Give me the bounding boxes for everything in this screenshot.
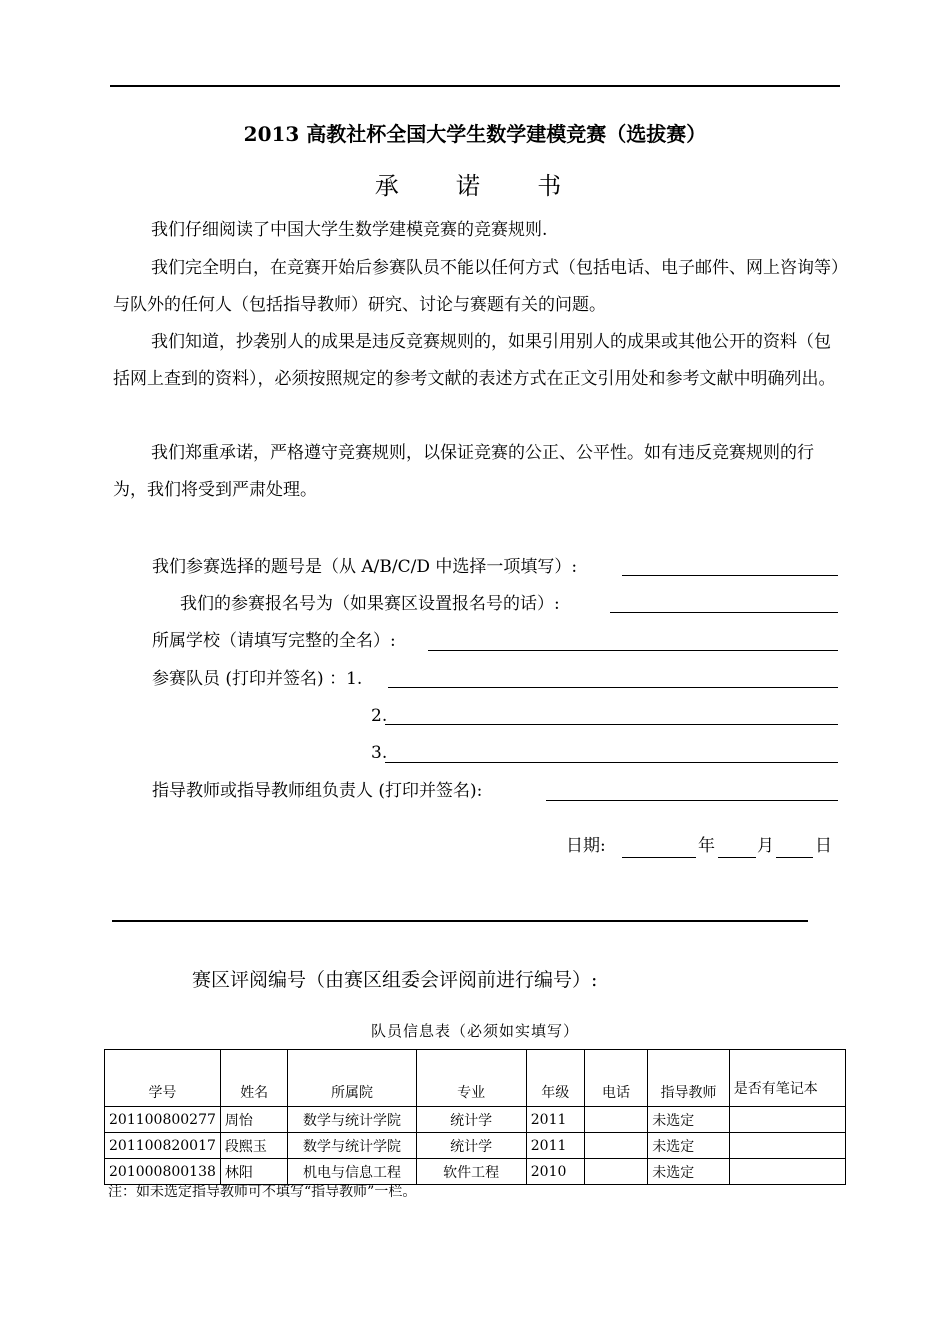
cell-college: 数学与统计学院 bbox=[288, 1133, 416, 1159]
col-header-major: 专业 bbox=[416, 1050, 526, 1107]
date-month-label: 月 bbox=[757, 836, 774, 856]
date-month-field[interactable] bbox=[718, 857, 756, 858]
cell-name: 林阳 bbox=[220, 1159, 288, 1185]
member-3-field[interactable] bbox=[385, 762, 838, 763]
cell-laptop bbox=[729, 1107, 845, 1133]
member-3-label: 3. bbox=[371, 743, 388, 763]
col-header-laptop: 是否有笔记本 bbox=[729, 1050, 845, 1107]
regno-field[interactable] bbox=[610, 612, 838, 613]
col-header-student-id: 学号 bbox=[105, 1050, 221, 1107]
topic-field[interactable] bbox=[622, 575, 838, 576]
cell-major: 统计学 bbox=[416, 1133, 526, 1159]
pledge-text-3: 我们知道，抄袭别人的成果是违反竞赛规则的，如果引用别人的成果或其他公开的资料（包括网上查到的资料），必须按照规定的参考文献的表述方式在正文引用处和参考文献中明确列出。 bbox=[113, 332, 836, 389]
cell-college: 机电与信息工程 bbox=[288, 1159, 416, 1185]
col-header-advisor: 指导教师 bbox=[648, 1050, 729, 1107]
member-2-label: 2. bbox=[371, 706, 388, 726]
review-label: 赛区评阅编号（由赛区组委会评阅前进行编号）: bbox=[192, 969, 598, 991]
cell-student-id: 201100820017 bbox=[105, 1133, 221, 1159]
advisor-field[interactable] bbox=[546, 800, 838, 801]
cell-phone bbox=[584, 1133, 648, 1159]
member-2-field[interactable] bbox=[385, 724, 838, 725]
date-day-field[interactable] bbox=[776, 857, 813, 858]
pledge-text-2: 我们完全明白，在竞赛开始后参赛队员不能以任何方式（包括电话、电子邮件、网上咨询等）与队外的任何人（包括指导教师）研究、讨论与赛题有关的问题。 bbox=[113, 258, 840, 315]
col-header-grade: 年级 bbox=[526, 1050, 584, 1107]
table-header-row bbox=[105, 1050, 846, 1107]
school-field[interactable] bbox=[428, 650, 838, 651]
cell-phone bbox=[584, 1159, 648, 1185]
page-subtitle: 承 诺 书 bbox=[374, 172, 576, 200]
table-caption: 队员信息表（必须如实填写） bbox=[370, 1022, 579, 1040]
pledge-paragraph-4 bbox=[113, 435, 840, 509]
advisor-label: 指导教师或指导教师组负责人 (打印并签名): bbox=[152, 781, 483, 801]
date-year-field[interactable] bbox=[622, 857, 696, 858]
cell-major: 统计学 bbox=[416, 1107, 526, 1133]
cell-laptop bbox=[729, 1133, 845, 1159]
pledge-text-4: 我们郑重承诺，严格遵守竞赛规则，以保证竞赛的公正、公平性。如有违反竞赛规则的行为，我们将受到严肃处理。 bbox=[113, 443, 814, 500]
member-1-field[interactable] bbox=[388, 687, 838, 688]
col-header-name: 姓名 bbox=[220, 1050, 288, 1107]
pledge-text-1: 我们仔细阅读了中国大学生数学建模竞赛的竞赛规则. bbox=[151, 220, 548, 240]
page-title: 2013 高教社杯全国大学生数学建模竞赛（选拔赛） bbox=[243, 122, 707, 146]
date-day-label: 日 bbox=[815, 836, 832, 856]
member-info-table bbox=[104, 1049, 846, 1185]
cell-phone bbox=[584, 1107, 648, 1133]
col-header-college: 所属院 bbox=[288, 1050, 416, 1107]
cell-advisor: 未选定 bbox=[648, 1159, 729, 1185]
pledge-paragraph-2 bbox=[113, 250, 840, 324]
cell-name: 周怡 bbox=[220, 1107, 288, 1133]
cell-student-id: 201000800138 bbox=[105, 1159, 221, 1185]
table-row bbox=[105, 1133, 846, 1159]
cell-grade: 2011 bbox=[526, 1107, 584, 1133]
school-label: 所属学校（请填写完整的全名）: bbox=[152, 631, 396, 651]
date-label: 日期: bbox=[566, 836, 606, 856]
cell-grade: 2011 bbox=[526, 1133, 584, 1159]
cell-student-id: 201100800277 bbox=[105, 1107, 221, 1133]
date-year-label: 年 bbox=[698, 836, 715, 856]
top-rule bbox=[110, 85, 840, 87]
section-divider bbox=[112, 920, 808, 922]
col-header-phone: 电话 bbox=[584, 1050, 648, 1107]
table-note: 注：如未选定指导教师可不填写“指导教师”一栏。 bbox=[108, 1184, 417, 1200]
cell-major: 软件工程 bbox=[416, 1159, 526, 1185]
cell-advisor: 未选定 bbox=[648, 1107, 729, 1133]
pledge-paragraph-3 bbox=[113, 324, 840, 398]
members-label: 参赛队员 (打印并签名) ：1. bbox=[152, 669, 363, 689]
cell-grade: 2010 bbox=[526, 1159, 584, 1185]
regno-label: 我们的参赛报名号为（如果赛区设置报名号的话）: bbox=[180, 594, 560, 614]
pledge-paragraph-1 bbox=[113, 212, 840, 249]
cell-laptop bbox=[729, 1159, 845, 1185]
table-row bbox=[105, 1107, 846, 1133]
cell-college: 数学与统计学院 bbox=[288, 1107, 416, 1133]
topic-label: 我们参赛选择的题号是（从 A/B/C/D 中选择一项填写）: bbox=[152, 557, 578, 577]
cell-advisor: 未选定 bbox=[648, 1133, 729, 1159]
cell-name: 段熙玉 bbox=[220, 1133, 288, 1159]
